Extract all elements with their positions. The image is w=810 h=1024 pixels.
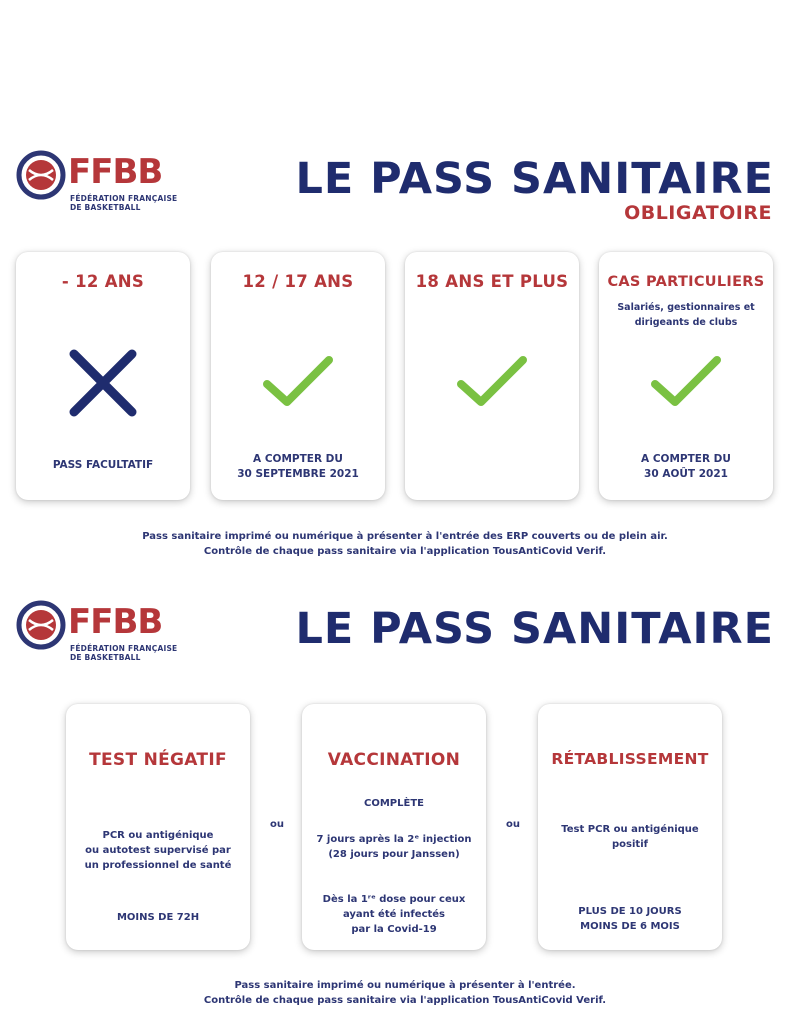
card-18-plus (405, 252, 579, 500)
card-text: PLUS DE 10 JOURS MOINS DE 6 MOIS (578, 906, 682, 932)
basketball-icon (16, 600, 66, 650)
cross-icon (68, 348, 138, 418)
card-vaccination (302, 704, 486, 950)
card-under-12 (16, 252, 190, 500)
ffbb-logo (16, 598, 196, 668)
logo-subtitle: FÉDÉRATION FRANÇAISE DE BASKETBALL (70, 644, 178, 662)
logo-subtitle: FÉDÉRATION FRANÇAISE DE BASKETBALL (70, 194, 178, 212)
card-cas-particuliers (599, 252, 773, 500)
card-12-17 (211, 252, 385, 500)
basketball-icon (16, 150, 66, 200)
card-title: CAS PARTICULIERS (607, 274, 765, 290)
card-title: TEST NÉGATIF (89, 750, 227, 770)
card-text: MOINS DE 72H (116, 912, 200, 923)
card-footer: A COMPTER DU 30 SEPTEMBRE 2021 (237, 453, 359, 480)
card-text: Test PCR ou antigénique positif (561, 824, 699, 850)
page-title: LE PASS SANITAIRE (295, 154, 774, 204)
caption-line: Pass sanitaire imprimé ou numérique à présenter à l'entrée des ERP couverts ou de plein air. (142, 531, 668, 542)
caption-line: Contrôle de chaque pass sanitaire via l'application TousAntiCovid Verif. (203, 546, 607, 557)
separator-text: ou (506, 819, 520, 830)
card-title: VACCINATION (327, 750, 461, 770)
card-footer: PASS FACULTATIF (52, 459, 154, 471)
separator-text: ou (270, 819, 284, 830)
logo-wordmark: FFBB (68, 152, 163, 192)
caption-line: Pass sanitaire imprimé ou numérique à présenter à l'entrée. (234, 980, 576, 991)
card-title: RÉTABLISSEMENT (551, 750, 709, 768)
page-title: LE PASS SANITAIRE (295, 604, 774, 654)
card-retablissement (538, 704, 722, 950)
card-text: COMPLÈTE (364, 798, 424, 809)
card-title: 12 / 17 ANS (242, 272, 354, 291)
card-title: - 12 ANS (61, 272, 145, 291)
card-footer: A COMPTER DU 30 AOÛT 2021 (641, 453, 731, 480)
caption (0, 529, 810, 559)
ffbb-logo (16, 148, 196, 218)
card-text: Dès la 1ʳᵉ dose pour ceux ayant été infectés par la Covid-19 (322, 894, 466, 935)
card-note: Salariés, gestionnaires et dirigeants de clubs (617, 302, 755, 328)
check-icon (651, 348, 721, 418)
check-icon (457, 348, 527, 418)
card-text: PCR ou antigénique ou autotest supervisé par un professionnel de santé (84, 830, 232, 871)
card-test-negatif (66, 704, 250, 950)
page-subtitle: OBLIGATOIRE (624, 202, 772, 224)
check-icon (263, 348, 333, 418)
caption (0, 978, 810, 1008)
logo-wordmark: FFBB (68, 602, 163, 642)
caption-line: Contrôle de chaque pass sanitaire via l'application TousAntiCovid Verif. (203, 995, 607, 1006)
card-text: 7 jours après la 2ᵉ injection (28 jours pour Janssen) (316, 834, 472, 860)
card-title: 18 ANS ET PLUS (415, 272, 569, 291)
